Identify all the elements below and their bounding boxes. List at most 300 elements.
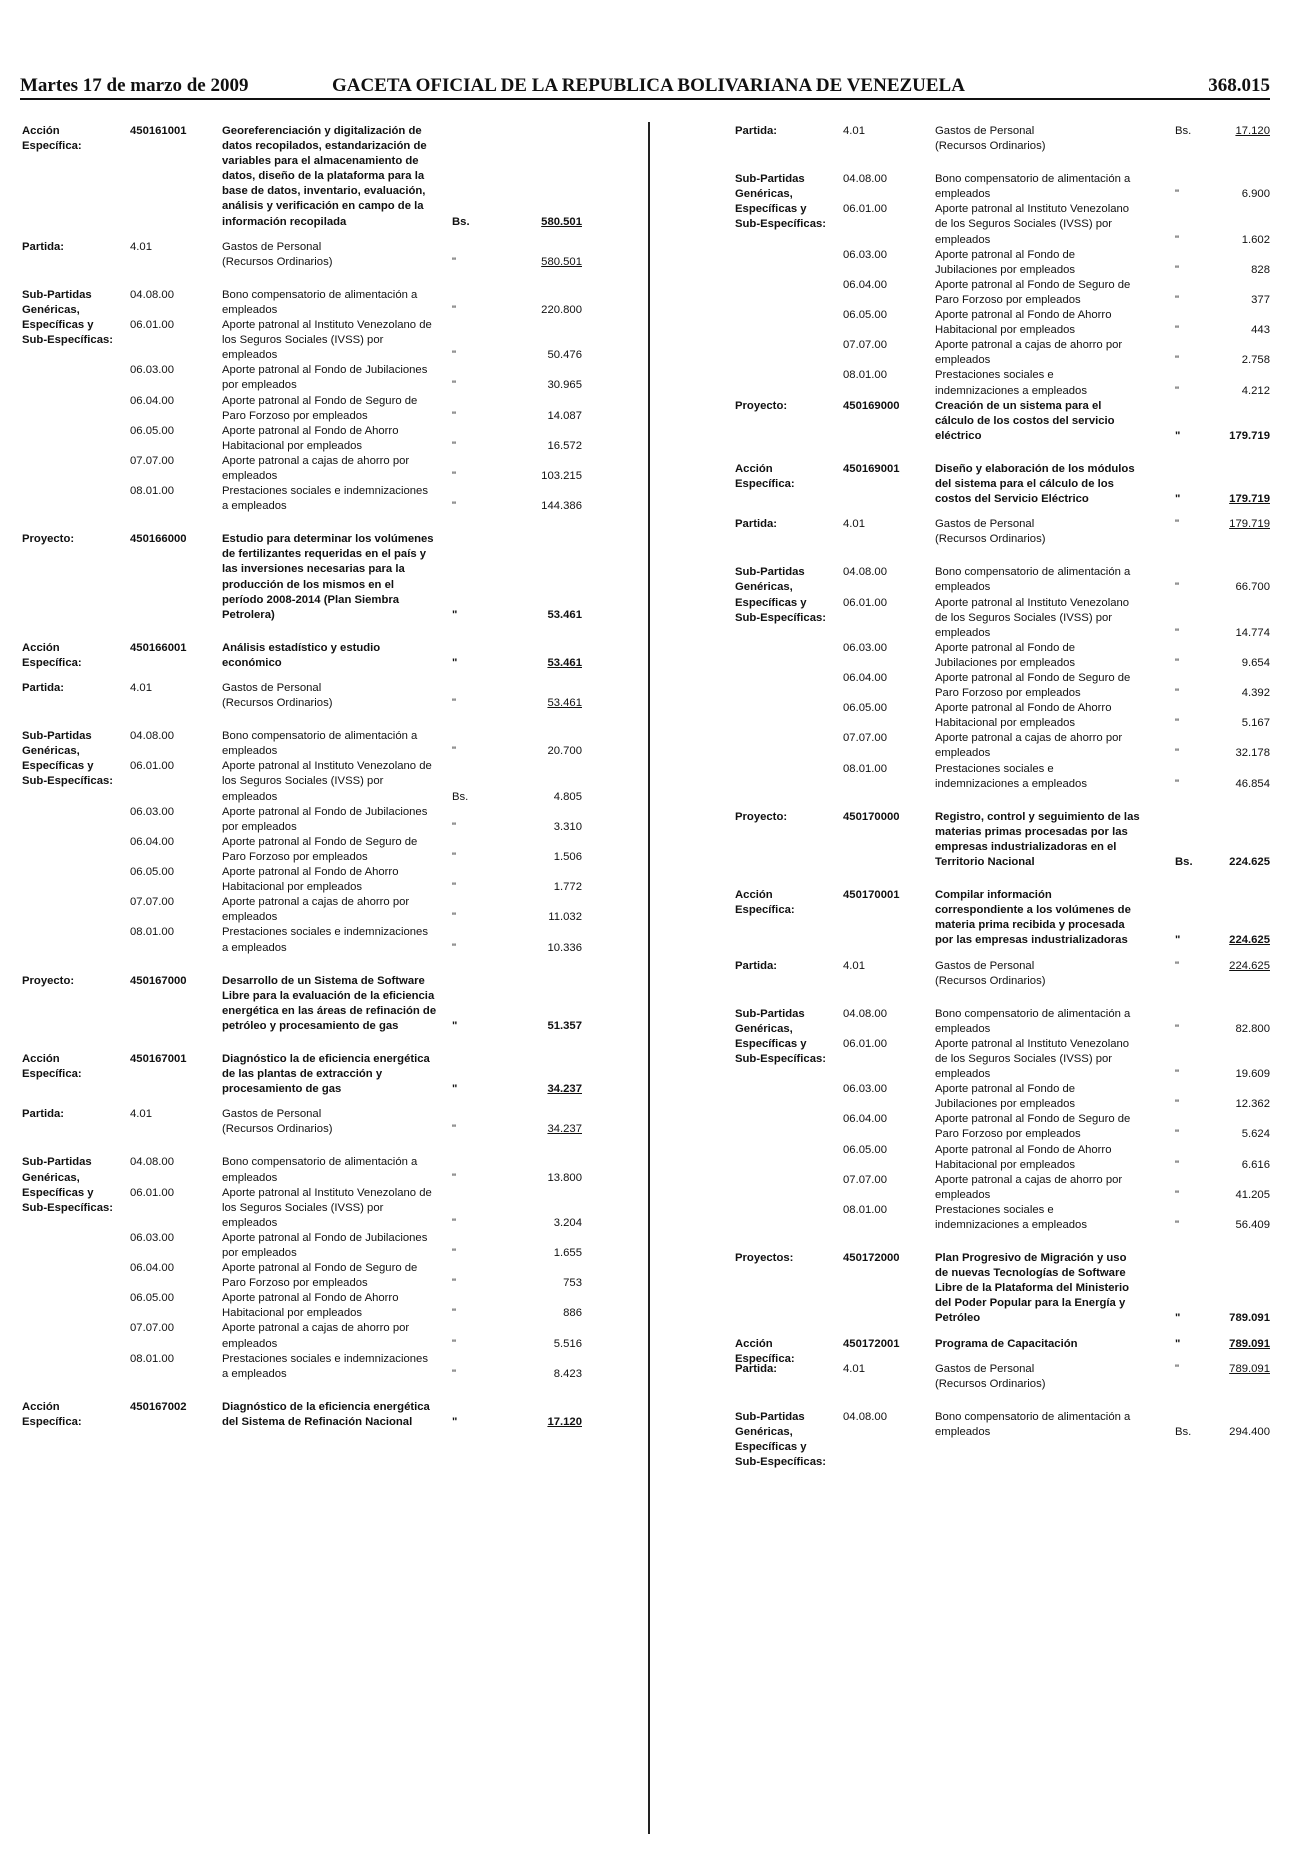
entry-code: 450167001	[130, 1052, 187, 1065]
budget-entry	[735, 124, 1270, 154]
entry-code: 07.07.00	[130, 454, 174, 467]
entry-amount: 8.423	[553, 1367, 582, 1380]
entry-code: 06.04.00	[843, 278, 887, 291]
entry-amount: 34.237	[547, 1083, 582, 1096]
entry-code: 06.03.00	[843, 248, 887, 261]
entry-currency: "	[452, 820, 457, 833]
entry-amount: 144.386	[541, 500, 582, 513]
entry-code: 4.01	[843, 959, 865, 972]
entry-description: Aporte patronal al Fondo de Seguro de Paro Forzoso por empleados	[222, 1262, 418, 1290]
entry-description: Aporte patronal al Fondo de Ahorro Habitacional por empleados	[935, 309, 1112, 337]
entry-description: Prestaciones sociales e indemnizaciones a empleados	[935, 762, 1087, 790]
spacer	[22, 623, 582, 641]
entry-amount: 3.310	[553, 820, 582, 833]
entry-currency: "	[452, 881, 457, 894]
spacer	[735, 1392, 1270, 1410]
entry-currency: "	[1175, 1128, 1180, 1141]
spacer	[735, 1327, 1270, 1337]
entry-amount: 4.805	[553, 790, 582, 803]
entry-code: 06.01.00	[130, 760, 174, 773]
entry-amount: 50.476	[547, 349, 582, 362]
budget-entry	[22, 895, 582, 925]
entry-label: Partida:	[22, 682, 65, 694]
entry-description: Gastos de Personal (Recursos Ordinarios)	[935, 518, 1046, 546]
entry-description: Aporte patronal al Instituto Venezolano de los Seguros Sociales (IVSS) por empleados	[222, 1186, 432, 1229]
entry-code: 06.03.00	[843, 1083, 887, 1096]
budget-entry	[735, 1337, 1270, 1365]
entry-description: Registro, control y seguimiento de las materias primas procesadas por las empresas industrializadoras en el Territorio Nacional	[935, 810, 1140, 869]
entry-label: Partida:	[735, 1362, 778, 1375]
entry-description: Gastos de Personal (Recursos Ordinarios)	[935, 125, 1046, 153]
budget-entry	[22, 318, 582, 363]
entry-label: Acción Específica:	[735, 889, 795, 917]
entry-currency: "	[1175, 626, 1180, 639]
entry-currency: "	[1175, 233, 1180, 246]
budget-entry	[735, 1173, 1270, 1203]
spacer	[22, 1097, 582, 1107]
entry-label: Sub-Partidas Genéricas, Específicas y Sub-Específicas:	[22, 730, 114, 788]
entry-description: Aporte patronal al Instituto Venezolano de los Seguros Sociales (IVSS) por empleados	[222, 319, 432, 362]
entry-amount: 19.609	[1235, 1068, 1270, 1081]
entry-amount: 1.655	[553, 1247, 582, 1259]
entry-label: Sub-Partidas Genéricas, Específicas y Sub-Específicas:	[22, 288, 114, 347]
budget-entry	[735, 1082, 1270, 1112]
entry-description: Aporte patronal a cajas de ahorro por empleados	[935, 1173, 1123, 1201]
budget-entry	[735, 462, 1270, 507]
entry-currency: "	[452, 379, 457, 392]
entry-description: Aporte patronal al Fondo de Seguro de Paro Forzoso por empleados	[935, 278, 1131, 306]
budget-entry	[22, 1352, 582, 1382]
budget-entry	[22, 363, 582, 393]
entry-currency: "	[1175, 384, 1180, 397]
budget-entry	[22, 484, 582, 514]
entry-label: Acción Específica:	[735, 462, 795, 490]
spacer	[735, 792, 1270, 810]
spacer	[735, 444, 1270, 462]
entry-amount: 886	[563, 1307, 582, 1320]
entry-currency: Bs.	[1175, 856, 1193, 869]
entry-code: 07.07.00	[843, 1173, 887, 1186]
entry-code: 450170001	[843, 889, 900, 902]
entry-currency: "	[452, 1337, 457, 1350]
entry-description: Aporte patronal al Fondo de Ahorro Habitacional por empleados	[222, 866, 399, 894]
budget-entry	[22, 1321, 582, 1351]
entry-amount: 828	[1251, 263, 1270, 276]
entry-currency: "	[1175, 1188, 1180, 1201]
column-divider	[648, 122, 650, 1834]
spacer	[735, 507, 1270, 517]
entry-description: Bono compensatorio de alimentación a empleados	[222, 1156, 418, 1184]
entry-amount: 30.965	[547, 379, 582, 392]
budget-entry	[735, 278, 1270, 308]
budget-entry	[22, 974, 582, 1034]
entry-description: Aporte patronal al Fondo de Jubilaciones por empleados	[935, 641, 1076, 669]
entry-description: Diagnóstico la de eficiencia energética de las plantas de extracción y procesamiento de gas	[222, 1052, 430, 1096]
entry-currency: "	[452, 1216, 457, 1229]
entry-amount: 443	[1251, 324, 1270, 337]
entry-amount: 53.461	[547, 656, 582, 669]
entry-label: Proyecto:	[735, 399, 788, 412]
spacer	[22, 1034, 582, 1052]
entry-code: 06.01.00	[130, 319, 174, 332]
budget-entry	[735, 1037, 1270, 1082]
entry-code: 07.07.00	[843, 732, 887, 745]
entry-code: 450172000	[843, 1252, 900, 1265]
entry-code: 08.01.00	[130, 926, 174, 939]
spacer	[735, 870, 1270, 888]
budget-entry	[735, 1112, 1270, 1142]
spacer	[735, 547, 1270, 565]
entry-label: Partida:	[735, 125, 778, 137]
entry-amount: 5.516	[553, 1337, 582, 1350]
entry-label: Sub-Partidas Genéricas, Específicas y Sub-Específicas:	[735, 1007, 827, 1065]
entry-currency: "	[1175, 293, 1180, 306]
entry-code: 08.01.00	[130, 485, 174, 498]
entry-code: 06.05.00	[130, 424, 174, 437]
budget-entry	[22, 1400, 582, 1430]
budget-entry	[735, 1362, 1270, 1392]
entry-currency: "	[1175, 263, 1180, 276]
entry-description: Diagnóstico de la eficiencia energética del Sistema de Refinación Nacional	[222, 1400, 430, 1428]
entry-code: 06.05.00	[130, 866, 174, 879]
entry-code: 06.03.00	[843, 641, 887, 654]
entry-code: 06.03.00	[130, 364, 174, 377]
entry-code: 07.07.00	[130, 1322, 174, 1335]
entry-code: 04.08.00	[130, 288, 174, 301]
entry-description: Gastos de Personal (Recursos Ordinarios)	[222, 682, 333, 710]
entry-currency: "	[1175, 687, 1180, 700]
entry-amount: 103.215	[541, 469, 582, 482]
entry-description: Aporte patronal al Instituto Venezolano de los Seguros Sociales (IVSS) por empleados	[222, 760, 432, 803]
entry-label: Proyecto:	[22, 974, 75, 987]
entry-description: Programa de Capacitación	[935, 1337, 1078, 1350]
entry-currency: "	[1175, 493, 1181, 506]
entry-label: Acción Específica:	[22, 641, 82, 669]
budget-entry	[735, 641, 1270, 671]
spacer	[22, 671, 582, 681]
budget-entry	[735, 762, 1270, 792]
entry-currency: "	[452, 1367, 457, 1380]
issue-date: Martes 17 de marzo de 2009	[20, 75, 249, 96]
entry-currency: "	[452, 911, 457, 924]
entry-code: 06.01.00	[843, 596, 887, 609]
entry-amount: 1.772	[553, 881, 582, 894]
entry-code: 07.07.00	[130, 896, 174, 909]
entry-amount: 46.854	[1235, 777, 1270, 790]
budget-entry	[22, 759, 582, 804]
entry-amount: 82.800	[1235, 1022, 1270, 1035]
budget-entry	[735, 308, 1270, 338]
entry-amount: 13.800	[547, 1171, 582, 1184]
budget-entry	[735, 731, 1270, 761]
budget-entry	[22, 805, 582, 835]
entry-amount: 9.654	[1241, 656, 1270, 669]
entry-code: 450169000	[843, 399, 900, 412]
budget-entry	[22, 865, 582, 895]
entry-amount: 789.091	[1229, 1312, 1270, 1325]
page-number: 368.015	[1208, 75, 1270, 96]
spacer	[22, 956, 582, 974]
entry-currency: "	[452, 1123, 457, 1136]
entry-description: Bono compensatorio de alimentación a empleados	[935, 1007, 1131, 1035]
entry-code: 450169001	[843, 462, 900, 475]
entry-amount: 4.392	[1241, 687, 1270, 700]
entry-amount: 14.087	[547, 409, 582, 422]
entry-description: Aporte patronal al Fondo de Seguro de Paro Forzoso por empleados	[935, 672, 1131, 700]
entry-description: Diseño y elaboración de los módulos del sistema para el cálculo de los costos del Servicio Eléctrico	[935, 462, 1135, 506]
entry-label: Acción Específica:	[22, 1400, 82, 1428]
entry-description: Prestaciones sociales e indemnizaciones a empleados	[222, 1352, 428, 1380]
budget-entry	[22, 1052, 582, 1097]
entry-currency: "	[1175, 188, 1180, 201]
entry-label: Partida:	[22, 1108, 65, 1121]
entry-currency: "	[452, 469, 457, 482]
entry-code: 06.05.00	[843, 1143, 887, 1156]
entry-label: Sub-Partidas Genéricas, Específicas y Sub-Específicas:	[735, 173, 827, 231]
entry-currency: Bs.	[452, 215, 470, 228]
spacer	[22, 711, 582, 729]
entry-label: Sub-Partidas Genéricas, Específicas y Sub-Específicas:	[735, 1410, 827, 1469]
budget-entry	[22, 240, 582, 270]
entry-description: Análisis estadístico y estudio económico	[222, 641, 381, 669]
entry-label: Sub-Partidas Genéricas, Específicas y Sub-Específicas:	[735, 566, 827, 624]
entry-amount: 12.362	[1235, 1098, 1270, 1111]
entry-currency: Bs.	[452, 790, 469, 803]
entry-currency: "	[452, 1415, 458, 1428]
entry-code: 4.01	[130, 240, 152, 253]
entry-amount: 56.409	[1235, 1219, 1270, 1231]
entry-amount: 17.120	[1235, 125, 1270, 137]
spacer	[735, 154, 1270, 172]
entry-description: Prestaciones sociales e indemnizaciones a empleados	[935, 369, 1087, 397]
budget-entry	[22, 454, 582, 484]
budget-entry	[735, 202, 1270, 247]
entry-amount: 179.719	[1229, 429, 1270, 442]
entry-code: 06.04.00	[130, 1262, 174, 1275]
budget-entry	[735, 1410, 1270, 1469]
budget-entry	[22, 394, 582, 424]
entry-description: Aporte patronal al Fondo de Ahorro Habitacional por empleados	[935, 1143, 1112, 1171]
entry-code: 06.04.00	[843, 672, 887, 684]
budget-entry	[22, 681, 582, 711]
entry-currency: "	[452, 349, 457, 362]
entry-currency: "	[452, 941, 457, 954]
budget-entry	[735, 338, 1270, 368]
entry-description: Bono compensatorio de alimentación a empleados	[222, 730, 418, 758]
right-column	[735, 124, 1270, 1469]
entry-amount: 1.506	[553, 850, 582, 863]
entry-amount: 789.091	[1229, 1362, 1270, 1375]
entry-currency: Bs.	[1175, 1425, 1192, 1438]
entry-description: Aporte patronal al Instituto Venezolano de los Seguros Sociales (IVSS) por empleados	[935, 1037, 1130, 1081]
entry-currency: "	[1175, 1219, 1180, 1231]
entry-currency: "	[1175, 1022, 1180, 1035]
entry-description: Bono compensatorio de alimentación a empleados	[935, 173, 1131, 201]
entry-amount: 3.204	[553, 1216, 582, 1229]
budget-entry	[735, 248, 1270, 278]
entry-amount: 294.400	[1229, 1425, 1270, 1438]
budget-entry	[735, 596, 1270, 641]
entry-code: 08.01.00	[843, 1203, 887, 1216]
entry-description: Aporte patronal al Instituto Venezolano de los Seguros Sociales (IVSS) por empleados	[935, 596, 1130, 639]
entry-code: 4.01	[843, 518, 865, 531]
entry-description: Aporte patronal a cajas de ahorro por empleados	[935, 339, 1123, 367]
entry-amount: 53.461	[547, 608, 582, 621]
entry-currency: "	[452, 303, 457, 316]
entry-code: 06.04.00	[843, 1113, 887, 1126]
budget-entry	[735, 1143, 1270, 1173]
entry-amount: 66.700	[1235, 581, 1270, 594]
entry-label: Proyecto:	[22, 533, 75, 546]
entry-amount: 41.205	[1235, 1188, 1270, 1201]
entry-description: Georeferenciación y digitalización de datos recopilados, estandarización de variables para el almacenamiento de datos, diseño de la plataforma para la base de datos, inventario, evaluación, análisis y verificación en campo de la información recopilada	[222, 125, 427, 228]
entry-amount: 51.357	[547, 1019, 582, 1032]
budget-entry	[22, 124, 582, 230]
entry-code: 450166000	[130, 533, 187, 546]
entry-amount: 34.237	[547, 1123, 582, 1136]
entry-code: 04.08.00	[130, 1156, 174, 1169]
budget-entry	[735, 1203, 1270, 1233]
entry-label: Partida:	[735, 959, 778, 972]
entry-amount: 6.616	[1241, 1158, 1270, 1171]
entry-amount: 220.800	[541, 303, 582, 316]
budget-entry	[735, 671, 1270, 701]
budget-entry	[22, 1261, 582, 1291]
entry-label: Proyecto:	[735, 810, 788, 823]
entry-description: Desarrollo de un Sistema de Software Libre para la evaluación de la eficiencia energética en las áreas de refinación de petróleo y procesamiento de gas	[222, 974, 437, 1032]
entry-currency: "	[452, 1307, 457, 1320]
budget-entry	[22, 532, 582, 623]
entry-currency: "	[1175, 1158, 1180, 1171]
entry-amount: 753	[563, 1277, 582, 1290]
entry-currency: "	[452, 656, 458, 669]
entry-code: 06.05.00	[843, 309, 887, 322]
entry-description: Bono compensatorio de alimentación a empleados	[935, 1410, 1131, 1438]
entry-currency: "	[1175, 1098, 1180, 1111]
spacer	[22, 270, 582, 288]
entry-description: Aporte patronal al Fondo de Ahorro Habitacional por empleados	[935, 702, 1112, 730]
left-column	[22, 124, 582, 1430]
entry-currency: Bs.	[1175, 125, 1192, 137]
entry-currency: "	[1175, 1362, 1180, 1375]
entry-label: Acción Específica:	[22, 125, 82, 153]
entry-code: 08.01.00	[130, 1352, 174, 1365]
budget-entry	[22, 925, 582, 955]
entry-code: 06.03.00	[130, 1231, 174, 1244]
budget-entry	[22, 1231, 582, 1261]
entry-currency: "	[1175, 777, 1180, 790]
entry-currency: "	[452, 608, 458, 621]
entry-currency: "	[452, 1277, 457, 1290]
entry-code: 06.01.00	[130, 1186, 174, 1199]
entry-amount: 14.774	[1235, 626, 1270, 639]
entry-description: Gastos de Personal (Recursos Ordinarios)	[222, 1108, 333, 1136]
entry-code: 08.01.00	[843, 369, 887, 382]
entry-description: Aporte patronal al Fondo de Seguro de Paro Forzoso por empleados	[935, 1113, 1131, 1141]
entry-amount: 179.719	[1229, 493, 1270, 506]
entry-currency: "	[1175, 324, 1180, 337]
budget-entry	[735, 810, 1270, 870]
entry-description: Aporte patronal al Instituto Venezolano de los Seguros Sociales (IVSS) por empleados	[935, 203, 1130, 246]
page-header	[20, 72, 1270, 100]
entry-code: 06.05.00	[843, 702, 887, 715]
entry-amount: 16.572	[547, 439, 582, 452]
budget-entry	[22, 1107, 582, 1137]
budget-entry	[735, 368, 1270, 398]
entry-code: 04.08.00	[843, 1410, 887, 1423]
entry-currency: "	[452, 439, 457, 452]
entry-description: Gastos de Personal (Recursos Ordinarios)	[222, 240, 333, 268]
entry-code: 06.03.00	[130, 805, 174, 818]
spacer	[735, 949, 1270, 959]
entry-description: Aporte patronal al Fondo de Ahorro Habitacional por empleados	[222, 424, 399, 452]
entry-currency: "	[452, 1083, 458, 1096]
entry-currency: "	[1175, 429, 1181, 442]
entry-currency: "	[452, 255, 457, 268]
entry-amount: 20.700	[547, 745, 582, 758]
entry-amount: 1.602	[1241, 233, 1270, 246]
entry-description: Aporte patronal al Fondo de Jubilaciones por empleados	[935, 248, 1076, 276]
entry-description: Aporte patronal al Fondo de Jubilaciones por empleados	[222, 805, 428, 833]
entry-amount: 6.900	[1241, 188, 1270, 201]
entry-label: Acción Específica:	[735, 1337, 795, 1365]
entry-description: Aporte patronal al Fondo de Ahorro Habitacional por empleados	[222, 1292, 399, 1320]
entry-code: 06.04.00	[130, 835, 174, 848]
budget-entry	[22, 424, 582, 454]
entry-description: Aporte patronal al Fondo de Seguro de Paro Forzoso por empleados	[222, 835, 418, 863]
entry-description: Aporte patronal a cajas de ahorro por empleados	[222, 454, 410, 482]
entry-label: Sub-Partidas Genéricas, Específicas y Sub-Específicas:	[22, 1156, 114, 1214]
entry-currency: "	[452, 745, 457, 758]
budget-entry	[22, 1291, 582, 1321]
entry-currency: "	[452, 1019, 458, 1032]
entry-code: 450167002	[130, 1400, 187, 1413]
entry-code: 04.08.00	[843, 173, 887, 186]
entry-amount: 224.625	[1229, 959, 1270, 972]
entry-amount: 789.091	[1229, 1337, 1270, 1350]
entry-currency: "	[1175, 1312, 1181, 1325]
entry-currency: "	[1175, 354, 1180, 367]
entry-currency: "	[452, 697, 457, 710]
budget-entry	[22, 835, 582, 865]
entry-amount: 10.336	[547, 941, 582, 954]
entry-amount: 32.178	[1235, 747, 1270, 760]
spacer	[735, 1233, 1270, 1251]
entry-currency: "	[1175, 747, 1180, 760]
entry-code: 4.01	[130, 682, 152, 694]
budget-entry	[735, 1251, 1270, 1326]
entry-currency: "	[452, 850, 457, 863]
entry-currency: "	[452, 1247, 457, 1259]
entry-currency: "	[1175, 1068, 1180, 1081]
entry-code: 450170000	[843, 810, 900, 823]
entry-code: 06.01.00	[843, 1037, 887, 1050]
entry-code: 08.01.00	[843, 762, 887, 775]
entry-description: Bono compensatorio de alimentación a empleados	[222, 288, 418, 316]
entry-description: Prestaciones sociales e indemnizaciones a empleados	[935, 1203, 1087, 1231]
entry-code: 06.04.00	[130, 394, 174, 407]
spacer	[22, 1137, 582, 1155]
entry-amount: 179.719	[1229, 518, 1270, 531]
entry-amount: 580.501	[541, 255, 582, 268]
entry-code: 04.08.00	[843, 566, 887, 579]
entry-description: Bono compensatorio de alimentación a empleados	[935, 566, 1131, 594]
entry-label: Partida:	[735, 518, 778, 531]
spacer	[22, 230, 582, 240]
spacer	[22, 1382, 582, 1400]
budget-entry	[735, 399, 1270, 444]
entry-code: 4.01	[130, 1108, 152, 1121]
